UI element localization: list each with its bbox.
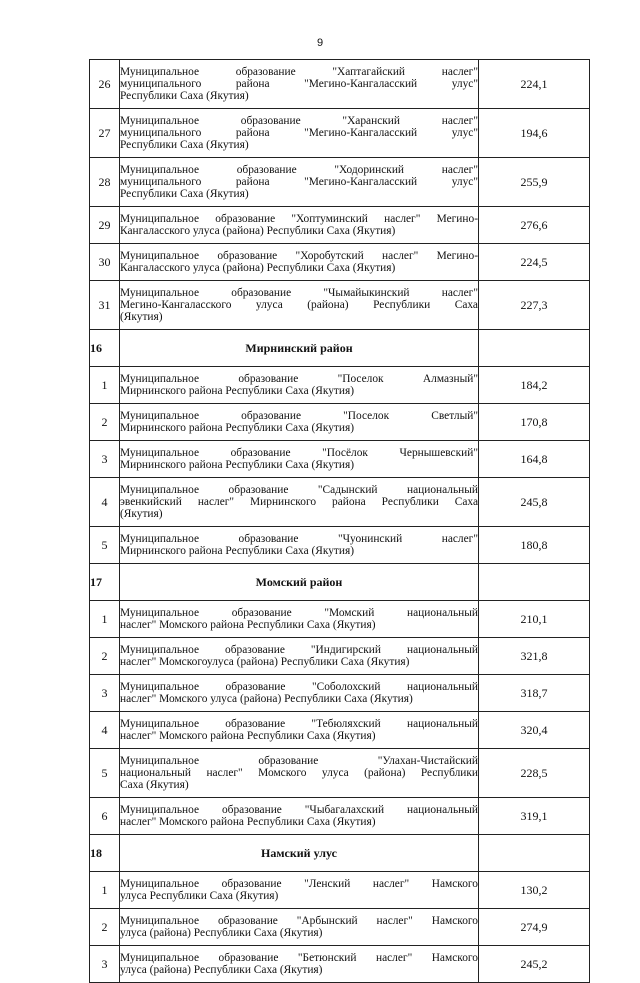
entity-name-line: муниципального района "Мегино-Кангаласский улус" — [120, 77, 478, 90]
row-value: 184,2 — [479, 367, 590, 404]
row-number: 2 — [90, 404, 120, 441]
entity-name-line: Мирнинского района Республики Саха (Якутия) — [120, 385, 355, 397]
entity-name-line: Муниципальное образование "Садынский национальный — [120, 483, 478, 496]
table-row — [90, 601, 590, 638]
entity-name-line: наслег" Момского района Республики Саха (Якутия) — [120, 730, 376, 742]
row-value: 224,5 — [479, 244, 590, 281]
entity-name — [120, 441, 479, 478]
row-value: 274,9 — [479, 909, 590, 946]
entity-name — [120, 367, 479, 404]
entity-name-line: муниципального района "Мегино-Кангаласский улус" — [120, 126, 478, 139]
entity-name-line: Мирнинского района Республики Саха (Якутия) — [120, 422, 355, 434]
row-value: 227,3 — [479, 281, 590, 330]
row-value: 224,1 — [479, 60, 590, 109]
row-number: 2 — [90, 638, 120, 675]
entity-name-line: (Якутия) — [120, 508, 163, 521]
row-value: 276,6 — [479, 207, 590, 244]
entity-name — [120, 712, 479, 749]
entity-name-line: Муниципальное образование "Чыбагалахский национальный — [120, 803, 478, 816]
municipal-table — [89, 59, 590, 983]
row-number: 4 — [90, 712, 120, 749]
row-number: 27 — [90, 109, 120, 158]
entity-name — [120, 109, 479, 158]
row-number: 5 — [90, 749, 120, 798]
row-number: 6 — [90, 798, 120, 835]
entity-name-line: (Якутия) — [120, 311, 163, 324]
row-value: 321,8 — [479, 638, 590, 675]
section-row — [90, 330, 590, 367]
table-row — [90, 712, 590, 749]
entity-name-line: Мирнинского района Республики Саха (Якутия) — [120, 545, 355, 557]
entity-name-line: Республики Саха (Якутия) — [120, 139, 249, 152]
entity-name-line: Муниципальное образование "Чуонинский наслег" — [120, 532, 478, 545]
entity-name-line: национальный наслег" Момского улуса (района) Республики — [120, 766, 478, 779]
entity-name-line: Муниципальное образование "Бетюнский наслег" Намского — [120, 951, 478, 964]
entity-name — [120, 527, 479, 564]
entity-name-line: Республики Саха (Якутия) — [120, 188, 249, 201]
entity-name-line: Мирнинского района Республики Саха (Якутия) — [120, 459, 355, 471]
entity-name — [120, 404, 479, 441]
table-row — [90, 638, 590, 675]
row-value: 130,2 — [479, 872, 590, 909]
entity-name — [120, 638, 479, 675]
section-row — [90, 564, 590, 601]
table-row — [90, 478, 590, 527]
table-row — [90, 946, 590, 983]
row-number: 2 — [90, 909, 120, 946]
row-value: 318,7 — [479, 675, 590, 712]
entity-name — [120, 675, 479, 712]
entity-name — [120, 60, 479, 109]
table-row — [90, 441, 590, 478]
entity-name — [120, 478, 479, 527]
entity-name-line: наслег" Момского улуса (района) Республики Саха (Якутия) — [120, 693, 413, 705]
entity-name-line: наслег" Момскогоулуса (района) Республики Саха (Якутия) — [120, 656, 410, 668]
section-value-cell — [479, 330, 590, 367]
table-row — [90, 109, 590, 158]
row-number: 3 — [90, 675, 120, 712]
entity-name — [120, 909, 479, 946]
table-row — [90, 909, 590, 946]
entity-name — [120, 207, 479, 244]
row-number: 4 — [90, 478, 120, 527]
entity-name-line: Кангаласского улуса (района) Республики Саха (Якутия) — [120, 262, 396, 274]
table-row — [90, 675, 590, 712]
row-value: 164,8 — [479, 441, 590, 478]
row-number: 1 — [90, 367, 120, 404]
entity-name-line: Муниципальное образование "Посёлок Чернышевский" — [120, 446, 478, 459]
entity-name-line: Саха (Якутия) — [120, 779, 189, 792]
section-value-cell — [479, 835, 590, 872]
table-row — [90, 367, 590, 404]
row-value: 170,8 — [479, 404, 590, 441]
table-row — [90, 798, 590, 835]
entity-name — [120, 872, 479, 909]
entity-name — [120, 798, 479, 835]
entity-name — [120, 749, 479, 798]
table-row — [90, 158, 590, 207]
row-value: 245,8 — [479, 478, 590, 527]
page-number: 9 — [316, 37, 324, 49]
section-row — [90, 835, 590, 872]
section-number: 18 — [90, 835, 120, 872]
entity-name-line: Мегино-Кангаласского улуса (района) Республики Саха — [120, 298, 478, 311]
entity-name-line: Муниципальное образование "Ленский наслег" Намского — [120, 877, 478, 890]
entity-name — [120, 158, 479, 207]
table-row — [90, 207, 590, 244]
entity-name-line: Муниципальное образование "Харанский наслег" — [120, 114, 478, 127]
row-number: 1 — [90, 872, 120, 909]
table-row — [90, 404, 590, 441]
row-value: 319,1 — [479, 798, 590, 835]
entity-name-line: Муниципальное образование "Хоптуминский наслег" Мегино- — [120, 212, 478, 225]
table-row — [90, 281, 590, 330]
row-value: 320,4 — [479, 712, 590, 749]
section-title: Намский улус — [120, 835, 479, 872]
entity-name-line: Муниципальное образование "Хоробутский наслег" Мегино- — [120, 249, 478, 262]
entity-name-line: наслег" Момского района Республики Саха (Якутия) — [120, 816, 376, 828]
entity-name-line: Муниципальное образование "Момский национальный — [120, 606, 478, 619]
entity-name-line: улуса (района) Республики Саха (Якутия) — [120, 964, 323, 976]
entity-name-line: муниципального района "Мегино-Кангаласский улус" — [120, 175, 478, 188]
entity-name-line: улуса Республики Саха (Якутия) — [120, 890, 279, 902]
entity-name — [120, 946, 479, 983]
entity-name-line: Муниципальное образование "Ходоринский наслег" — [120, 163, 478, 176]
entity-name-line: Муниципальное образование "Поселок Алмазный" — [120, 372, 478, 385]
table-row — [90, 872, 590, 909]
table-body — [90, 60, 590, 983]
row-number: 5 — [90, 527, 120, 564]
entity-name-line: Муниципальное образование "Тебюляхский национальный — [120, 717, 478, 730]
entity-name-line: Муниципальное образование "Чымайыкинский наслег" — [120, 286, 478, 299]
table-row — [90, 527, 590, 564]
section-title: Момский район — [120, 564, 479, 601]
row-value: 245,2 — [479, 946, 590, 983]
entity-name-line: Муниципальное образование "Поселок Светлый" — [120, 409, 478, 422]
row-number: 3 — [90, 441, 120, 478]
entity-name-line: эвенкийский наслег" Мирнинского района Республики Саха — [120, 495, 478, 508]
table-row — [90, 60, 590, 109]
entity-name-line: Кангаласского улуса (района) Республики Саха (Якутия) — [120, 225, 396, 237]
table-row — [90, 244, 590, 281]
entity-name — [120, 601, 479, 638]
entity-name-line: Муниципальное образование "Хаптагайский наслег" — [120, 65, 478, 78]
entity-name-line: Муниципальное образование "Арбынский наслег" Намского — [120, 914, 478, 927]
entity-name-line: Республики Саха (Якутия) — [120, 90, 249, 103]
row-number: 31 — [90, 281, 120, 330]
section-value-cell — [479, 564, 590, 601]
entity-name — [120, 281, 479, 330]
entity-name-line: Муниципальное образование "Соболохский национальный — [120, 680, 478, 693]
entity-name-line: улуса (района) Республики Саха (Якутия) — [120, 927, 323, 939]
row-value: 228,5 — [479, 749, 590, 798]
row-number: 30 — [90, 244, 120, 281]
entity-name-line: Муниципальное образование "Индигирский национальный — [120, 643, 478, 656]
entity-name — [120, 244, 479, 281]
entity-name-line: Муниципальное образование "Улахан-Чистайский — [120, 754, 478, 767]
row-value: 255,9 — [479, 158, 590, 207]
section-number: 17 — [90, 564, 120, 601]
row-number: 26 — [90, 60, 120, 109]
row-number: 29 — [90, 207, 120, 244]
row-value: 194,6 — [479, 109, 590, 158]
section-number: 16 — [90, 330, 120, 367]
row-number: 28 — [90, 158, 120, 207]
table-row — [90, 749, 590, 798]
row-value: 210,1 — [479, 601, 590, 638]
row-number: 3 — [90, 946, 120, 983]
row-value: 180,8 — [479, 527, 590, 564]
section-title: Мирнинский район — [120, 330, 479, 367]
entity-name-line: наслег" Момского района Республики Саха (Якутия) — [120, 619, 376, 631]
row-number: 1 — [90, 601, 120, 638]
